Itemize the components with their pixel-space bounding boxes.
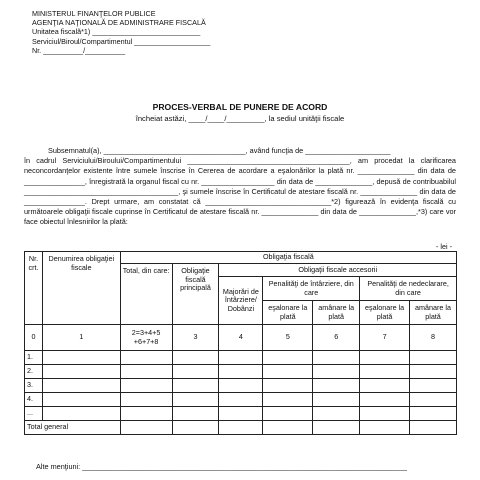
table-cell[interactable]	[410, 379, 457, 393]
header-penalty-delay: Penalităţi de întârziere, din care	[263, 277, 360, 301]
header-accessory: Obligaţii fiscale accesorii	[219, 264, 457, 277]
table-cell[interactable]	[360, 393, 410, 407]
table-cell[interactable]	[313, 351, 360, 365]
table-cell[interactable]	[42, 407, 120, 421]
column-index-row	[25, 325, 457, 351]
table-cell[interactable]	[42, 365, 120, 379]
table-cell[interactable]	[120, 379, 172, 393]
table-cell[interactable]	[172, 365, 219, 379]
table-cell[interactable]	[360, 365, 410, 379]
table-cell[interactable]	[42, 393, 120, 407]
table-cell[interactable]	[219, 351, 263, 365]
table-cell[interactable]	[410, 393, 457, 407]
table-cell[interactable]	[219, 421, 263, 435]
document-header	[32, 9, 210, 55]
table-cell[interactable]	[313, 393, 360, 407]
table-cell[interactable]	[172, 407, 219, 421]
header-fiscal-obligation: Obligaţia fiscală	[120, 252, 456, 264]
table-cell[interactable]	[263, 393, 313, 407]
table-cell[interactable]	[313, 365, 360, 379]
index-cell: 0	[25, 325, 43, 351]
table-cell[interactable]	[120, 407, 172, 421]
index-cell: 3	[172, 325, 219, 351]
table-cell[interactable]	[263, 351, 313, 365]
row-number: 3.	[25, 379, 43, 393]
table-cell[interactable]	[360, 421, 410, 435]
body-paragraph-1[interactable]: Subsemnatul(a), ___________________________________, având funcţia de _____________________	[48, 146, 391, 155]
table-cell[interactable]	[410, 421, 457, 435]
row-number: 4.	[25, 393, 43, 407]
index-cell: 4	[219, 325, 263, 351]
index-cell: 1	[42, 325, 120, 351]
header-obligation-name: Denumirea obligaţiei fiscale	[42, 252, 120, 325]
table-row	[25, 407, 457, 421]
table-cell[interactable]	[172, 393, 219, 407]
table-cell[interactable]	[263, 421, 313, 435]
index-cell: 2=3+4+5 +6+7+8	[120, 325, 172, 351]
table-cell[interactable]	[42, 351, 120, 365]
table-row	[25, 379, 457, 393]
total-row	[25, 421, 457, 435]
currency-unit-label: - lei -	[436, 242, 452, 251]
table-cell[interactable]	[172, 421, 219, 435]
table-cell[interactable]	[42, 379, 120, 393]
table-cell[interactable]	[120, 351, 172, 365]
header-total: Total, din care:	[120, 264, 172, 325]
table-cell[interactable]	[313, 421, 360, 435]
table-cell[interactable]	[120, 365, 172, 379]
table-cell[interactable]	[360, 379, 410, 393]
other-mentions-field[interactable]: Alte menţiuni: ________________________________________________________________________________	[36, 462, 407, 471]
table-cell[interactable]	[120, 421, 172, 435]
body-paragraph-2[interactable]: în cadrul Serviciului/Biroului/Compartimentului ________________________________________, am procedat la clarificarea neconcordanţelor existente între sumele înscrise în Cererea de acordare a eşalonărilor la plată nr. ______________ din data de _______________, înregistrată la organul fiscal cu nr. __________________ din data de ______________, depusă de contribuabilul ______________________________________, şi sumele înscrise în Certificatul de atestare fiscală nr. ______________ din data de _______________. Drept urmare, am constatat că _______________________________*2) figurează în evidenţa fiscală cu următoarele obligaţii fiscale cuprinse în Certificatul de atestare fiscală nr. ______________ din data de ______________,*3) care vor face obiectul înlesnirilor la plată:	[24, 156, 456, 227]
service-field[interactable]: Serviciul/Biroul/Compartimentul ___________________	[32, 36, 211, 46]
index-cell: 5	[263, 325, 313, 351]
index-cell: 6	[313, 325, 360, 351]
header-esalonare-2: eşalonare la plată	[360, 301, 410, 325]
table-row	[25, 351, 457, 365]
header-principal: Obligaţie fiscală principală	[172, 264, 219, 325]
table-cell[interactable]	[219, 365, 263, 379]
table-cell[interactable]	[410, 351, 457, 365]
total-label: Total general	[25, 421, 121, 435]
body-text	[24, 146, 456, 228]
row-number: 1.	[25, 351, 43, 365]
header-majorari: Majorări de întârziere/ Dobânzi	[219, 277, 263, 325]
table-cell[interactable]	[219, 379, 263, 393]
index-cell: 7	[360, 325, 410, 351]
table-cell[interactable]	[410, 365, 457, 379]
fiscal-obligations-table	[24, 251, 457, 435]
table-cell[interactable]	[172, 351, 219, 365]
table-cell[interactable]	[263, 407, 313, 421]
document-title: PROCES-VERBAL DE PUNERE DE ACORD	[152, 102, 328, 112]
index-cell: 8	[410, 325, 457, 351]
table-cell[interactable]	[263, 379, 313, 393]
header-esalonare-1: eşalonare la plată	[263, 301, 313, 325]
table-cell[interactable]	[219, 407, 263, 421]
table-cell[interactable]	[172, 379, 219, 393]
table-cell[interactable]	[360, 407, 410, 421]
table-cell[interactable]	[313, 379, 360, 393]
table-row	[25, 393, 457, 407]
registration-number-field[interactable]: Nr. __________/__________	[32, 45, 126, 55]
table-cell[interactable]	[120, 393, 172, 407]
agency-name: AGENŢIA NAŢIONALĂ DE ADMINISTRARE FISCALĂ	[32, 18, 206, 28]
fiscal-unit-field[interactable]: Unitatea fiscală*1) ___________________________	[32, 27, 201, 37]
header-amanare-1: amânare la plată	[313, 301, 360, 325]
table-cell[interactable]	[313, 407, 360, 421]
table-cell[interactable]	[219, 393, 263, 407]
header-nr-crt: Nr. crt.	[25, 252, 43, 325]
ministry-name: MINISTERUL FINANŢELOR PUBLICE	[32, 9, 156, 18]
table-cell[interactable]	[360, 351, 410, 365]
header-amanare-2: amânare la plată	[410, 301, 457, 325]
row-number: ...	[25, 407, 43, 421]
document-subtitle[interactable]: încheiat astăzi, ____/____/_________, la sediul unităţii fiscale	[135, 114, 345, 123]
table-cell[interactable]	[263, 365, 313, 379]
table-row	[25, 365, 457, 379]
table-cell[interactable]	[410, 407, 457, 421]
row-number: 2.	[25, 365, 43, 379]
header-penalty-nondeclaration: Penalităţi de nedeclarare, din care	[360, 277, 457, 301]
